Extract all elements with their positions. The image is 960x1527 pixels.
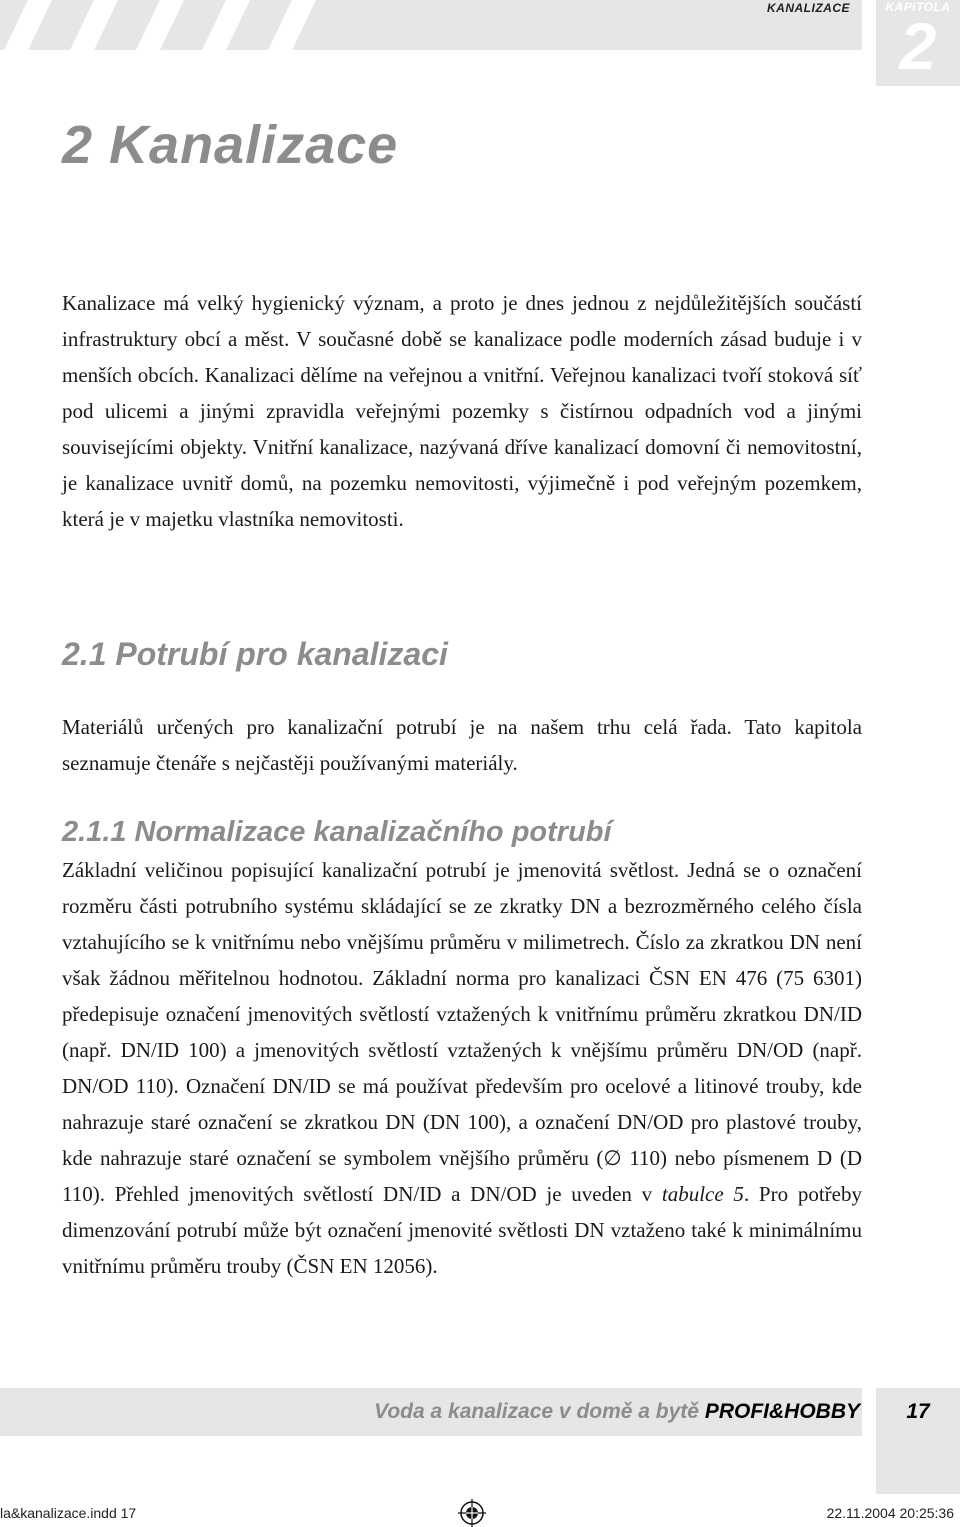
chapter-heading: 2 Kanalizace xyxy=(62,115,399,175)
table-reference: tabulce 5 xyxy=(661,1182,744,1206)
print-slug-filename: la&kanalizace.indd 17 xyxy=(0,1505,137,1521)
chapter-label: KAPITOLA xyxy=(885,0,951,14)
section-heading-2-1-1: 2.1.1 Normalizace kanalizačního potrubí xyxy=(62,816,612,848)
footer-title-text: Voda a kanalizace v domě a bytě xyxy=(374,1400,705,1423)
chapter-box xyxy=(876,0,960,86)
header-stripes-decoration xyxy=(0,0,330,50)
section-heading-2-1: 2.1 Potrubí pro kanalizaci xyxy=(62,636,448,672)
page-number: 17 xyxy=(906,1400,930,1423)
section-2-1-1-paragraph xyxy=(62,852,862,1284)
paragraph-text-part2: . Pro potřeby dimenzování potrubí může být označení jmenovité světlosti DN vztaženo také k minimálnímu vnitřnímu průměru trouby (ČSN EN 12056). xyxy=(62,1182,862,1278)
registration-mark-icon xyxy=(458,1499,486,1527)
paragraph-text-part1: Základní veličinou popisující kanalizační potrubí je jmenovitá světlost. Jedná se o označení rozměru části potrubního systému skládající se ze zkratky DN a bezrozměrného celého čísla vztahujícího se k vnitřnímu nebo vnějšímu průměru v milimetrech. Číslo za zkratkou DN není však žádnou měřitelnou hodnotou. Základní norma pro kanalizaci ČSN EN 476 (75 6301) předepisuje označení jmenovitých světlostí vztažených k vnitřnímu průměru zkratkou DN/ID (např. DN/ID 100) a jmenovitých světlostí vztažených k vnějšímu průměru DN/OD (např. DN/OD 110). Označení DN/ID se má používat především pro ocelové a litinové trouby, kde nahrazuje staré označení se zkratkou DN (DN 100), a označení DN/OD pro plastové trouby, kde nahrazuje staré označení se symbolem vnějšího průměru (∅ 110) nebo písmenem D (D 110). Přehled jmenovitých světlostí DN/ID a DN/OD je uveden v xyxy=(62,858,862,1206)
chapter-number: 2 xyxy=(899,9,937,83)
page-number-box xyxy=(876,1388,960,1494)
footer-book-title xyxy=(374,1388,860,1436)
intro-paragraph: Kanalizace má velký hygienický význam, a proto je dnes jednou z nejdůležitějších součástí infrastruktury obcí a měst. V současné době se kanalizace podle moderních zásad buduje i v menších obcích. Kanalizaci dělíme na veřejnou a vnitřní. Veřejnou kanalizaci tvoří stoková síť pod ulicemi a jinými zpravidla veřejnými pozemky s čistírnou odpadních vod a jinými souvisejícími objekty. Vnitřní kanalizace, nazývaná dříve kanalizací domovní či nemovitostní, je kanalizace uvnitř domů, na pozemku nemovitosti, výjimečně i pod veřejným pozemkem, která je v majetku vlastníka nemovitosti. xyxy=(62,291,862,531)
footer-brand: PROFI&HOBBY xyxy=(704,1400,860,1423)
print-slug-timestamp: 22.11.2004 20:25:36 xyxy=(826,1505,954,1521)
header-band xyxy=(0,0,862,50)
section-2-1-paragraph: Materiálů určených pro kanalizační potrubí je na našem trhu celá řada. Tato kapitola seznamuje čtenáře s nejčastěji používanými materiály. xyxy=(62,715,862,775)
running-header-title: KANALIZACE xyxy=(767,1,850,15)
